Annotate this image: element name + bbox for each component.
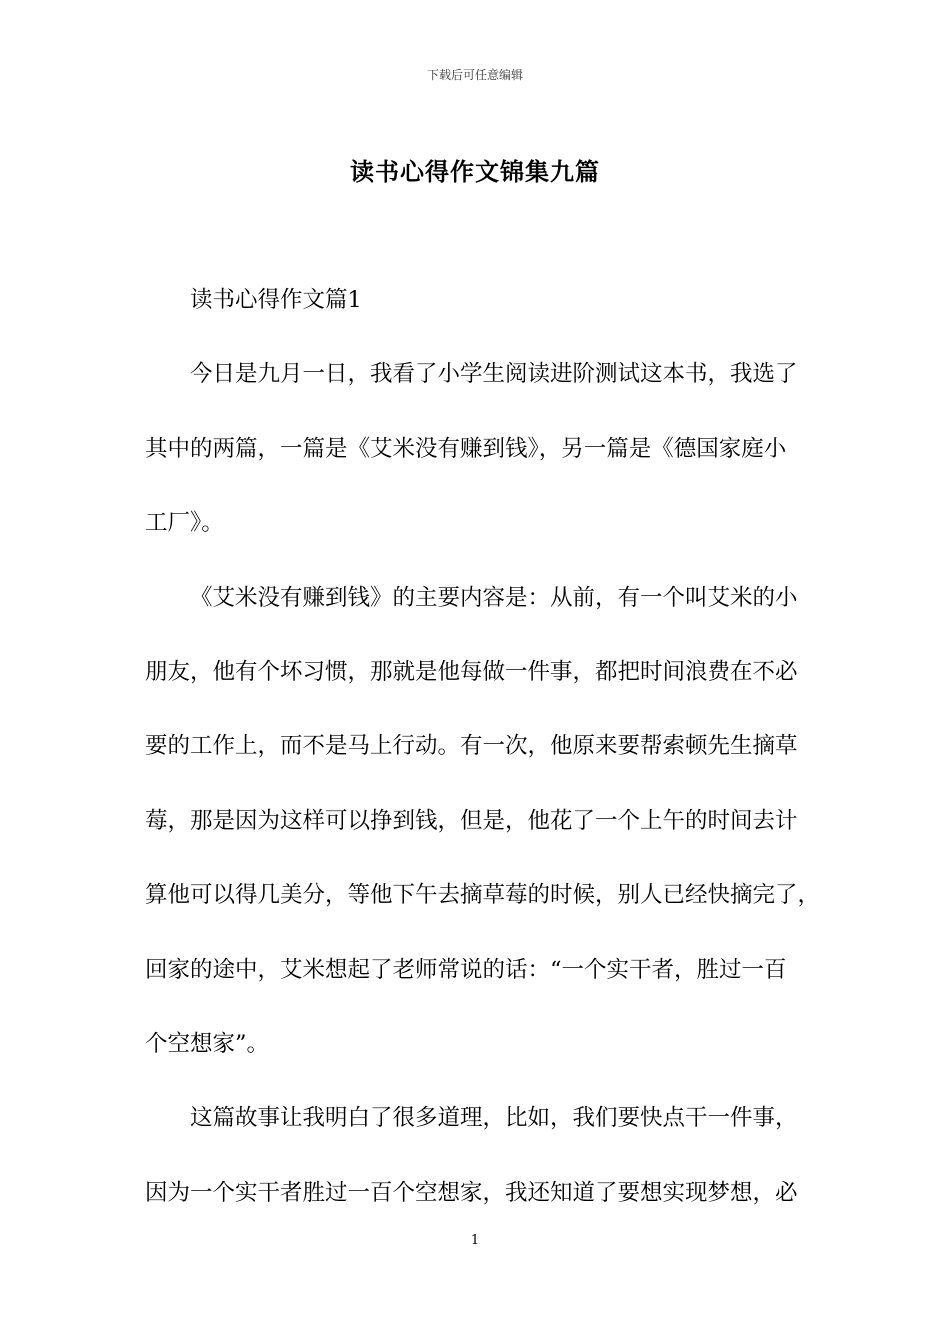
paragraph-line: 工厂》。 bbox=[145, 510, 224, 537]
paragraph-line: 其中的两篇，一篇是《艾米没有赚到钱》，另一篇是《德国家庭小 bbox=[145, 435, 787, 462]
paragraph-line: 今日是九月一日，我看了小学生阅读进阶测试这本书，我选了 bbox=[190, 361, 798, 388]
paragraph-line: 莓，那是因为这样可以挣到钱，但是，他花了一个上午的时间去计 bbox=[145, 807, 798, 834]
paragraph-line: 因为一个实干者胜过一百个空想家，我还知道了要想实现梦想，必 bbox=[145, 1179, 798, 1206]
paragraph-line: 个空想家”。 bbox=[145, 1030, 270, 1057]
paragraph-line: 《艾米没有赚到钱》的主要内容是：从前，有一个叫艾米的小 bbox=[190, 584, 798, 611]
paragraph-line: 朋友，他有个坏习惯，那就是他每做一件事，都把时间浪费在不必 bbox=[145, 658, 798, 685]
document-title: 读书心得作文锦集九篇 bbox=[350, 157, 600, 186]
header-note: 下载后可任意编辑 bbox=[426, 68, 523, 82]
paragraph-line: 这篇故事让我明白了很多道理，比如，我们要快点干一件事， bbox=[190, 1105, 798, 1132]
section-heading: 读书心得作文篇1 bbox=[190, 287, 362, 313]
page-number: 1 bbox=[470, 1233, 480, 1248]
body-text bbox=[145, 282, 821, 1249]
paragraph-line: 算他可以得几美分，等他下午去摘草莓的时候，别人已经快摘完了， bbox=[145, 882, 821, 909]
paragraph-line: 回家的途中，艾米想起了老师常说的话：“一个实干者，胜过一百 bbox=[145, 956, 787, 983]
paragraph-line: 要的工作上，而不是马上行动。有一次，他原来要帮索顿先生摘草 bbox=[145, 733, 798, 760]
